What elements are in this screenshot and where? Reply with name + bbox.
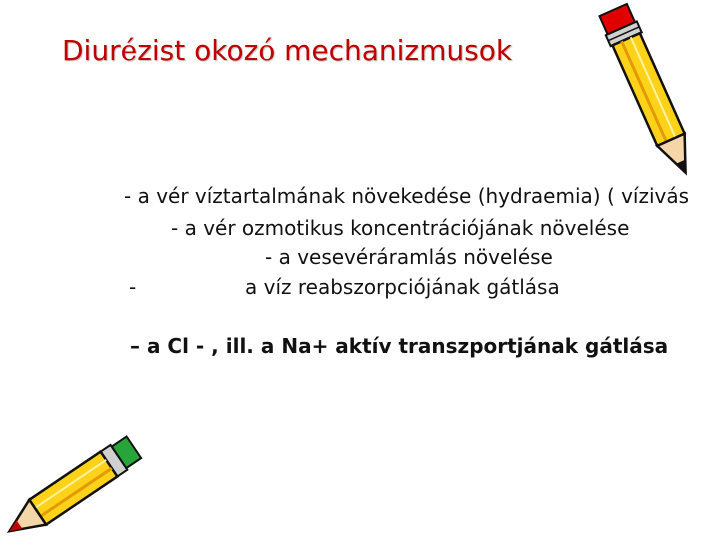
pencil-icon (596, 0, 706, 190)
text-line-2: - a vér ozmotikus koncentrációjának növelése (171, 216, 630, 240)
text-line-4-dash: - (129, 275, 137, 299)
text-line-4: a víz reabszorpciójának gátlása (245, 275, 560, 299)
title-accent-char: é (120, 34, 138, 67)
text-line-5: – a Cl - , ill. a Na+ aktív transzportjának gátlása (130, 334, 669, 358)
title-part: zist okoz (137, 34, 259, 67)
slide-title (62, 34, 512, 67)
text-line-1: - a vér víztartalmának növekedése (hydraemia) ( vízivás (124, 184, 690, 208)
title-part: mechanizmusok (275, 34, 513, 67)
text-line-3: - a vesevéráramlás növelése (265, 245, 553, 269)
title-part: Diur (62, 34, 121, 67)
pencil-icon (0, 432, 150, 540)
title-accent-char: ó (258, 34, 276, 67)
